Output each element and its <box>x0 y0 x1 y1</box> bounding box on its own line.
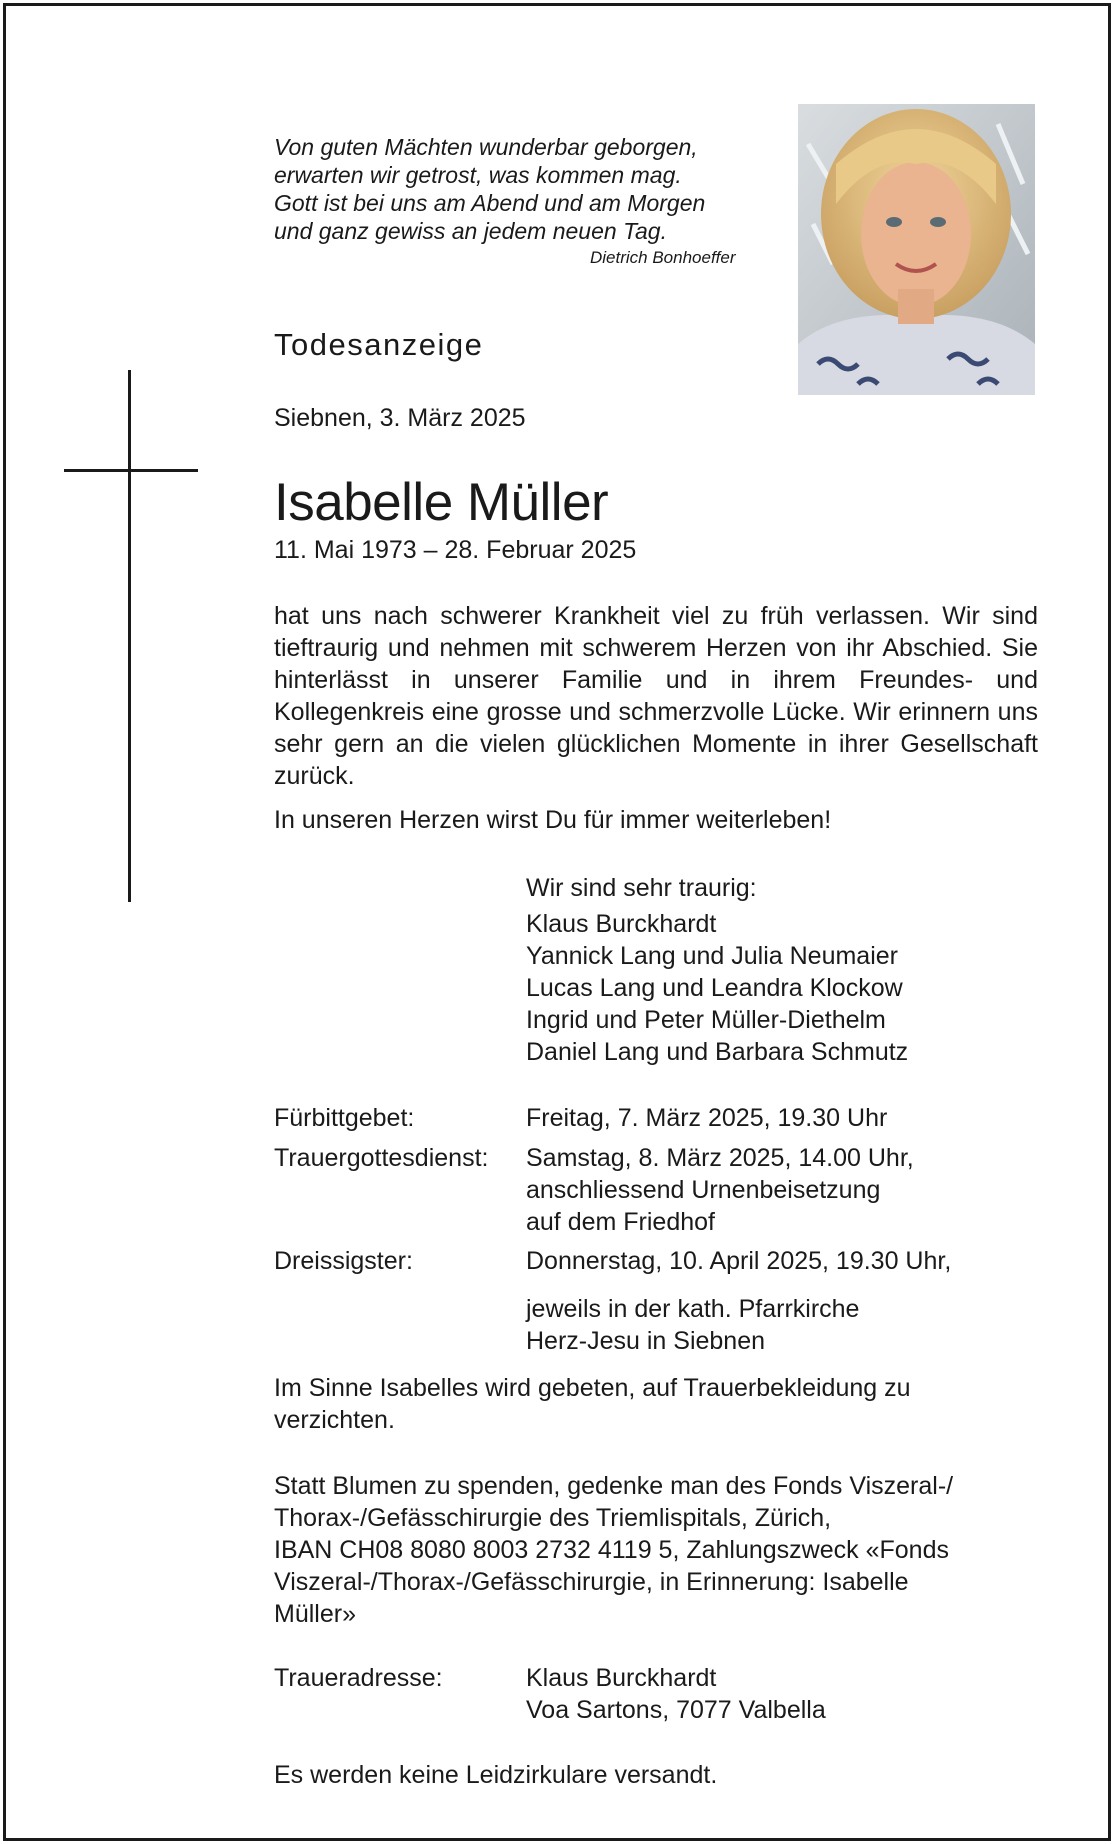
mourner-name: Klaus Burckhardt <box>526 910 717 938</box>
service-value <box>526 1142 914 1238</box>
service-label: Fürbittgebet: <box>274 1104 415 1132</box>
portrait-photo <box>798 104 1035 395</box>
place-date: Siebnen, 3. März 2025 <box>274 404 526 432</box>
lifespan: 11. Mai 1973 – 28. Februar 2025 <box>274 536 637 564</box>
clothing-note-line: verzichten. <box>274 1406 395 1434</box>
service-value-line: Samstag, 8. März 2025, 14.00 Uhr, <box>526 1144 914 1172</box>
mourner-name: Ingrid und Peter Müller-Diethelm <box>526 1006 886 1034</box>
service-label: Dreissigster: <box>274 1247 413 1275</box>
service-value-line: anschliessend Urnenbeisetzung <box>526 1176 881 1204</box>
quote-line: Gott ist bei uns am Abend und am Morgen <box>274 190 706 216</box>
deceased-name: Isabelle Müller <box>274 473 609 532</box>
address-line: Voa Sartons, 7077 Valbella <box>526 1696 826 1724</box>
quote-line: erwarten wir getrost, was kommen mag. <box>274 162 682 188</box>
donation-line: Müller» <box>274 1600 356 1628</box>
service-location-line: Herz-Jesu in Siebnen <box>526 1327 766 1355</box>
address-label: Traueradresse: <box>274 1664 443 1692</box>
quote-line: und ganz gewiss an jedem neuen Tag. <box>274 218 667 244</box>
clothing-note <box>274 1372 911 1436</box>
donation-line: IBAN CH08 8080 8003 2732 4119 5, Zahlungszweck «Fonds <box>274 1536 949 1564</box>
mourners-intro: Wir sind sehr traurig: <box>526 874 757 902</box>
mourner-name: Yannick Lang und Julia Neumaier <box>526 942 898 970</box>
service-value: Freitag, 7. März 2025, 19.30 Uhr <box>526 1104 888 1132</box>
clothing-note-line: Im Sinne Isabelles wird gebeten, auf Trauerbekleidung zu <box>274 1374 911 1402</box>
service-value-line: auf dem Friedhof <box>526 1208 715 1236</box>
mourner-name: Lucas Lang und Leandra Klockow <box>526 974 903 1002</box>
mourners-list <box>526 872 908 1068</box>
service-location-line: jeweils in der kath. Pfarrkirche <box>526 1295 860 1323</box>
obituary-text: hat uns nach schwerer Krankheit viel zu früh verlassen. Wir sind tieftraurig und nehmen mit schwerem Herzen von ihr Abschied. Sie hinterlässt in unserer Familie und in ihrem Freundes- und Kollegenkreis eine grosse und schmerzvolle Lücke. Wir erinnern uns sehr gern an die vielen glücklichen Momente in ihrer Gesellschaft zurück. <box>274 602 1038 790</box>
quote-line: Von guten Mächten wunderbar geborgen, <box>274 134 698 160</box>
final-note: Es werden keine Leidzirkulare versandt. <box>274 1761 718 1789</box>
closing-line: In unseren Herzen wirst Du für immer weiterleben! <box>274 806 832 834</box>
service-location-text <box>526 1293 859 1357</box>
service-value: Donnerstag, 10. April 2025, 19.30 Uhr, <box>526 1247 952 1275</box>
service-label: Trauergottesdienst: <box>274 1144 489 1172</box>
cross-icon-crossbar <box>64 469 198 472</box>
address-line: Klaus Burckhardt <box>526 1664 717 1692</box>
donation-line: Statt Blumen zu spenden, gedenke man des Fonds Viszeral-/ <box>274 1472 954 1500</box>
quote-block <box>274 133 774 245</box>
quote-author: Dietrich Bonhoeffer <box>590 248 736 267</box>
donation-line: Thorax-/Gefässchirurgie des Triemlispitals, Zürich, <box>274 1504 832 1532</box>
cross-icon <box>128 370 131 902</box>
page-title: Todesanzeige <box>274 327 484 362</box>
donation-line: Viszeral-/Thorax-/Gefässchirurgie, in Erinnerung: Isabelle <box>274 1568 909 1596</box>
donation-note <box>274 1470 953 1630</box>
mourner-name: Daniel Lang und Barbara Schmutz <box>526 1038 909 1066</box>
address-value <box>526 1662 826 1726</box>
